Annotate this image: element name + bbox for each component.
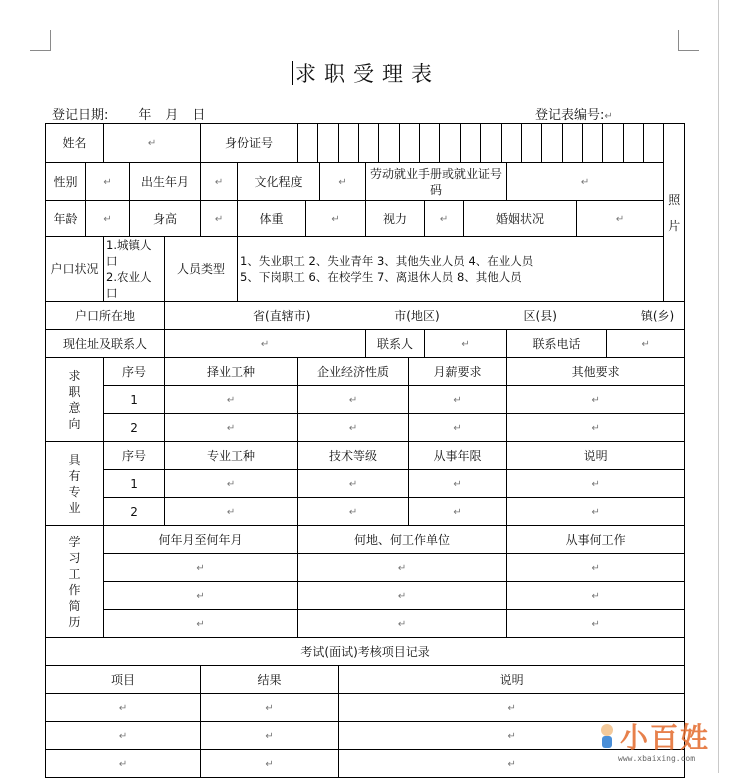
reg-day: 日: [192, 108, 206, 123]
id-digit-row: [298, 124, 663, 162]
resume-cell[interactable]: ↵: [507, 554, 685, 582]
resume-row: [46, 582, 685, 610]
skills-cell[interactable]: ↵: [165, 470, 298, 498]
intent-row-2: [46, 414, 685, 442]
exam-col-item: 项目: [46, 666, 201, 694]
name-value[interactable]: ↵: [104, 124, 201, 163]
labor-book-value[interactable]: ↵: [507, 163, 664, 201]
intent-col-job: 择业工种: [165, 358, 298, 386]
skills-section-label: 具有专业: [46, 442, 104, 526]
resume-section-label: 学习工作简历: [46, 526, 104, 638]
exam-cell[interactable]: ↵: [339, 694, 685, 722]
phone-label: 联系电话: [507, 330, 607, 358]
person-option-row-2: 5、下岗职工 6、在校学生 7、离退休人员 8、其他人员: [240, 270, 522, 284]
exam-cell[interactable]: ↵: [339, 722, 685, 750]
id-number-boxes[interactable]: [298, 124, 664, 163]
reg-month: 月: [165, 108, 179, 123]
intent-cell[interactable]: ↵: [165, 414, 298, 442]
id-digit-box[interactable]: [624, 124, 644, 162]
reg-date-label: 登记日期:: [52, 108, 109, 123]
row-hukou-location: [46, 302, 685, 330]
exam-title-row: [46, 638, 685, 666]
mascot-icon: [598, 722, 616, 752]
id-digit-box[interactable]: [644, 124, 663, 162]
height-label: 身高: [130, 201, 201, 237]
id-digit-box[interactable]: [298, 124, 318, 162]
person-option-row-1: 1、失业职工 2、失业青年 3、其他失业人员 4、在业人员: [240, 254, 534, 268]
id-digit-box[interactable]: [400, 124, 420, 162]
contact-value[interactable]: ↵: [425, 330, 507, 358]
address-label: 现住址及联系人: [46, 330, 165, 358]
birth-value[interactable]: ↵: [201, 163, 238, 201]
row-gender: [46, 163, 685, 201]
id-digit-box[interactable]: [563, 124, 583, 162]
intent-col-other: 其他要求: [507, 358, 685, 386]
exam-col-result: 结果: [201, 666, 339, 694]
watermark-url: www.xbaixing.com: [618, 754, 696, 763]
id-digit-box[interactable]: [542, 124, 562, 162]
skills-cell[interactable]: ↵: [165, 498, 298, 526]
marital-label: 婚姻状况: [464, 201, 577, 237]
resume-row: [46, 554, 685, 582]
watermark-logo: 小百姓: [620, 721, 711, 754]
exam-cell[interactable]: ↵: [46, 722, 201, 750]
gender-label: 性别: [46, 163, 86, 201]
photo-label-1: 照: [668, 192, 681, 207]
skills-row-no: 1: [104, 470, 165, 498]
id-number-label: 身份证号: [201, 124, 298, 163]
id-digit-box[interactable]: [318, 124, 338, 162]
intent-col-salary: 月薪要求: [409, 358, 507, 386]
resume-cell[interactable]: ↵: [104, 610, 298, 638]
resume-row: [46, 610, 685, 638]
province-label: 省(直辖市): [253, 308, 311, 323]
intent-row-no: 1: [104, 386, 165, 414]
id-digit-box[interactable]: [481, 124, 501, 162]
intent-cell[interactable]: ↵: [507, 386, 685, 414]
skills-col-no: 序号: [104, 442, 165, 470]
person-type-options: [238, 237, 664, 302]
skills-cell[interactable]: ↵: [409, 498, 507, 526]
height-value[interactable]: ↵: [201, 201, 238, 237]
skills-col-trade: 专业工种: [165, 442, 298, 470]
resume-col-period: 何年月至何年月: [104, 526, 298, 554]
resume-header-row: [46, 526, 685, 554]
weight-value[interactable]: ↵: [306, 201, 366, 237]
birth-label: 出生年月: [130, 163, 201, 201]
intent-row-no: 2: [104, 414, 165, 442]
id-digit-box[interactable]: [440, 124, 460, 162]
reg-date: [52, 104, 205, 123]
exam-row: [46, 750, 685, 778]
row-name: [46, 124, 685, 163]
intent-section-label: 求职意向: [46, 358, 104, 442]
exam-row: [46, 694, 685, 722]
skills-cell[interactable]: ↵: [507, 498, 685, 526]
resume-cell[interactable]: ↵: [104, 582, 298, 610]
intent-cell[interactable]: ↵: [298, 386, 409, 414]
vision-label: 视力: [366, 201, 425, 237]
age-label: 年龄: [46, 201, 86, 237]
row-address: [46, 330, 685, 358]
photo-label-2: 片: [668, 218, 681, 233]
city-label: 市(地区): [394, 308, 440, 323]
skills-cell[interactable]: ↵: [409, 470, 507, 498]
hukou-options: [104, 237, 165, 302]
id-digit-box[interactable]: [420, 124, 440, 162]
name-label: 姓名: [46, 124, 104, 163]
paragraph-mark: ↵: [604, 111, 613, 122]
photo-box[interactable]: [664, 124, 685, 302]
row-hukou: [46, 237, 685, 302]
resume-cell[interactable]: ↵: [507, 582, 685, 610]
hukou-location-label: 户口所在地: [46, 302, 165, 330]
resume-cell[interactable]: ↵: [298, 582, 507, 610]
intent-cell[interactable]: ↵: [507, 414, 685, 442]
hukou-location-value[interactable]: [165, 302, 685, 330]
intent-header-row: [46, 358, 685, 386]
resume-cell[interactable]: ↵: [104, 554, 298, 582]
skills-cell[interactable]: ↵: [298, 498, 409, 526]
education-value[interactable]: ↵: [320, 163, 366, 201]
intent-cell[interactable]: ↵: [409, 414, 507, 442]
hukou-label: 户口状况: [46, 237, 104, 302]
skills-col-years: 从事年限: [409, 442, 507, 470]
reg-no-label: 登记表编号:: [535, 108, 605, 123]
intent-cell[interactable]: ↵: [409, 386, 507, 414]
weight-label: 体重: [238, 201, 306, 237]
intent-col-no: 序号: [104, 358, 165, 386]
marital-value[interactable]: ↵: [577, 201, 664, 237]
page-title[interactable]: [0, 58, 732, 88]
watermark: [600, 716, 720, 770]
phone-value[interactable]: ↵: [607, 330, 685, 358]
person-type-label: 人员类型: [165, 237, 238, 302]
intent-cell[interactable]: ↵: [165, 386, 298, 414]
intent-col-ownership: 企业经济性质: [298, 358, 409, 386]
district-label: 区(县): [523, 308, 557, 323]
intent-cell[interactable]: ↵: [298, 414, 409, 442]
id-digit-box[interactable]: [359, 124, 379, 162]
crop-mark-top-left: [30, 30, 51, 51]
row-age: [46, 201, 685, 237]
skills-col-note: 说明: [507, 442, 685, 470]
exam-row: [46, 722, 685, 750]
skills-col-level: 技术等级: [298, 442, 409, 470]
title-text: 求职受理表: [295, 62, 440, 86]
skills-cell[interactable]: ↵: [507, 470, 685, 498]
exam-cell[interactable]: ↵: [201, 722, 339, 750]
resume-col-work: 从事何工作: [507, 526, 685, 554]
education-label: 文化程度: [238, 163, 320, 201]
resume-cell[interactable]: ↵: [298, 554, 507, 582]
town-label: 镇(乡): [640, 308, 675, 323]
id-digit-box[interactable]: [502, 124, 522, 162]
skills-row-no: 2: [104, 498, 165, 526]
exam-cell[interactable]: ↵: [46, 750, 201, 778]
id-digit-box[interactable]: [583, 124, 603, 162]
resume-col-employer: 何地、何工作单位: [298, 526, 507, 554]
text-cursor: [292, 61, 293, 85]
skills-row-1: [46, 470, 685, 498]
exam-header-row: [46, 666, 685, 694]
intent-row-1: [46, 386, 685, 414]
hukou-location-parts: [167, 309, 682, 323]
skills-cell[interactable]: ↵: [298, 470, 409, 498]
id-digit-box[interactable]: [522, 124, 542, 162]
age-value[interactable]: ↵: [86, 201, 130, 237]
resume-cell[interactable]: ↵: [298, 610, 507, 638]
gender-value[interactable]: ↵: [86, 163, 130, 201]
hukou-option-2: 2.农业人口: [106, 270, 152, 300]
exam-cell[interactable]: ↵: [201, 694, 339, 722]
resume-cell[interactable]: ↵: [507, 610, 685, 638]
reg-no: [535, 104, 613, 123]
reg-year: 年: [138, 108, 152, 123]
exam-cell[interactable]: ↵: [339, 750, 685, 778]
contact-label: 联系人: [366, 330, 425, 358]
exam-cell[interactable]: ↵: [46, 694, 201, 722]
labor-book-label: 劳动就业手册或就业证号码: [366, 163, 507, 201]
exam-col-note: 说明: [339, 666, 685, 694]
exam-title: 考试(面试)考核项目记录: [46, 638, 685, 666]
skills-row-2: [46, 498, 685, 526]
id-digit-box[interactable]: [339, 124, 359, 162]
skills-header-row: [46, 442, 685, 470]
id-digit-box[interactable]: [379, 124, 399, 162]
page-edge: [718, 0, 719, 773]
application-form-table: [45, 123, 685, 778]
id-digit-box[interactable]: [461, 124, 481, 162]
crop-mark-top-right: [678, 30, 699, 51]
address-value[interactable]: ↵: [165, 330, 366, 358]
id-digit-box[interactable]: [603, 124, 623, 162]
hukou-option-1: 1.城镇人口: [106, 238, 152, 268]
vision-value[interactable]: ↵: [425, 201, 464, 237]
exam-cell[interactable]: ↵: [201, 750, 339, 778]
